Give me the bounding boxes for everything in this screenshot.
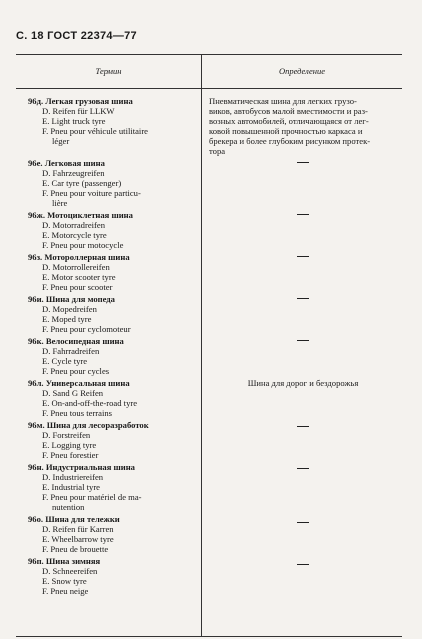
- term-english: E. Snow tyre: [42, 576, 87, 586]
- table-top-rule: [16, 54, 402, 55]
- definition-96l: Шина для дорог и бездорожья: [247, 378, 359, 388]
- term-english: E. Motorcycle tyre: [42, 230, 107, 240]
- term-english: E. Moped tyre: [42, 314, 92, 324]
- definition-line: Пневматическая шина для легких грузо-: [209, 96, 357, 106]
- definition-line: виков, автобусов малой вместимости и раз-: [209, 106, 368, 116]
- term-french: F. Pneu pour scooter: [42, 282, 113, 292]
- term-french: F. Pneu pour cyclomoteur: [42, 324, 131, 334]
- page-header: С. 18 ГОСТ 22374—77: [16, 30, 137, 42]
- entry-96n: [28, 462, 198, 512]
- definition-line: ковой повышенной прочностью каркаса и: [209, 126, 363, 136]
- column-header-definition: Определение: [278, 66, 326, 76]
- entry-96k: [28, 336, 198, 376]
- term-english: E. Cycle tyre: [42, 356, 88, 366]
- entry-96m: [28, 420, 198, 460]
- term-french: F. Pneu pour motocycle: [42, 240, 124, 250]
- term-german: D. Fahrzeugreifen: [42, 168, 105, 178]
- term-english: E. Wheelbarrow tyre: [42, 534, 114, 544]
- definition-dash: [297, 256, 309, 257]
- term-french: F. Pneu pour voiture particu-: [42, 188, 141, 198]
- term-german: D. Mopedreifen: [42, 304, 97, 314]
- definition-dash: [297, 522, 309, 523]
- entry-96l: [28, 378, 198, 418]
- term-heading: 96п. Шина зимняя: [28, 556, 101, 566]
- term-english: E. Car tyre (passenger): [42, 178, 122, 188]
- entry-96p: [28, 556, 198, 596]
- term-german: D. Schneereifen: [42, 566, 98, 576]
- column-divider: [201, 54, 202, 637]
- definition-dash: [297, 468, 309, 469]
- definition-dash: [297, 426, 309, 427]
- table-bottom-rule: [16, 636, 402, 637]
- term-french: F. Pneu forestier: [42, 450, 99, 460]
- entry-96z: [28, 252, 198, 292]
- term-german: D. Reifen für LLKW: [42, 106, 115, 116]
- definition-dash: [297, 564, 309, 565]
- definition-96d: [209, 96, 397, 156]
- entry-96i: [28, 294, 198, 334]
- term-german: D. Motorrollereifen: [42, 262, 110, 272]
- entry-96zh: [28, 210, 198, 250]
- term-french-continuation: léger: [52, 136, 70, 146]
- terms-table: [16, 54, 402, 637]
- term-english: E. Industrial tyre: [42, 482, 100, 492]
- term-french: F. Pneu neige: [42, 586, 89, 596]
- term-french: F. Pneu tous terrains: [42, 408, 112, 418]
- entry-96d: [28, 96, 198, 146]
- term-heading: 96к. Велосипедная шина: [28, 336, 124, 346]
- term-heading: 96о. Шина для тележки: [28, 514, 120, 524]
- term-french: F. Pneu pour véhicule utilitaire: [42, 126, 148, 136]
- term-german: D. Sand G Reifen: [42, 388, 104, 398]
- definition-line: брекера и более глубоким рисунком протек-: [209, 136, 371, 146]
- term-heading: 96и. Шина для мопеда: [28, 294, 115, 304]
- entry-96o: [28, 514, 198, 554]
- term-heading: 96ж. Мотоциклетная шина: [28, 210, 133, 220]
- term-heading: 96л. Универсальная шина: [28, 378, 130, 388]
- term-german: D. Motorradreifen: [42, 220, 105, 230]
- term-english: E. On-and-off-the-road tyre: [42, 398, 138, 408]
- term-french-continuation: lière: [52, 198, 68, 208]
- table-header-rule: [16, 88, 402, 89]
- definition-dash: [297, 340, 309, 341]
- term-german: D. Forstreifen: [42, 430, 91, 440]
- term-heading: 96м. Шина для лесоразработок: [28, 420, 149, 430]
- term-french-continuation: nutention: [52, 502, 85, 512]
- term-english: E. Logging tyre: [42, 440, 97, 450]
- definition-line: возных автомобилей, отличающаяся от лег-: [209, 116, 369, 126]
- term-french: F. Pneu pour cycles: [42, 366, 110, 376]
- definition-dash: [297, 298, 309, 299]
- term-heading: 96з. Мотороллерная шина: [28, 252, 130, 262]
- term-heading: 96д. Легкая грузовая шина: [28, 96, 133, 106]
- term-french: F. Pneu pour matériel de ma-: [42, 492, 142, 502]
- entry-96e: [28, 158, 198, 208]
- column-header-term: Термин: [95, 66, 122, 76]
- definition-dash: [297, 162, 309, 163]
- term-english: E. Light truck tyre: [42, 116, 106, 126]
- term-french: F. Pneu de brouette: [42, 544, 109, 554]
- term-heading: 96н. Индустриальная шина: [28, 462, 135, 472]
- definition-line: тора: [209, 146, 226, 156]
- term-german: D. Reifen für Karren: [42, 524, 114, 534]
- definition-dash: [297, 214, 309, 215]
- term-english: E. Motor scooter tyre: [42, 272, 116, 282]
- term-heading: 96е. Легковая шина: [28, 158, 105, 168]
- term-german: D. Fahrradreifen: [42, 346, 100, 356]
- term-german: D. Industriereifen: [42, 472, 104, 482]
